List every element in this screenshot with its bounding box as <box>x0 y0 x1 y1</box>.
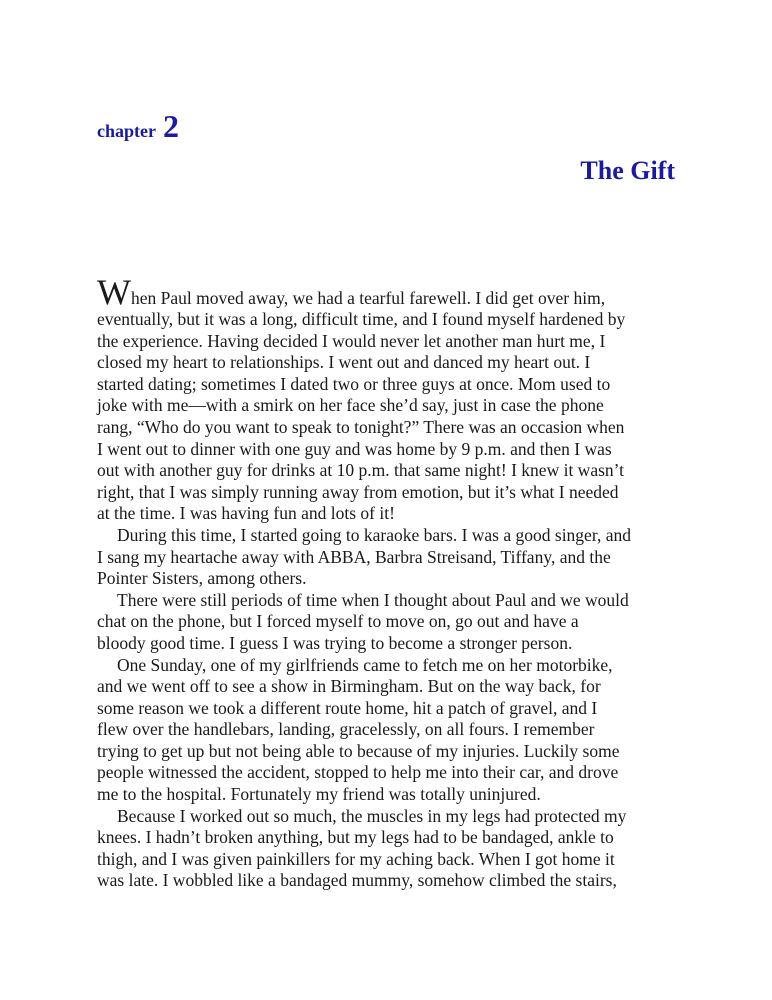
text-line: I sang my heartache away with ABBA, Barbra Streisand, Tiffany, and the <box>97 546 611 567</box>
text-line: There were still periods of time when I thought about Paul and we would <box>117 589 629 610</box>
text-line: some reason we took a different route home, hit a patch of gravel, and I <box>97 697 598 718</box>
text-line: at the time. I was having fun and lots of it! <box>97 503 395 524</box>
text-line: thigh, and I was given painkillers for my aching back. When I got home it <box>97 848 615 869</box>
chapter-number: 2 <box>162 108 179 144</box>
text-line: I went out to dinner with one guy and was home by 9 p.m. and then I was <box>97 438 612 459</box>
text-line: trying to get up but not being able to because of my injuries. Luckily some <box>97 740 620 761</box>
drop-cap: W <box>97 272 131 312</box>
chapter-heading <box>97 108 179 145</box>
text-line: and we went off to see a show in Birmingham. But on the way back, for <box>97 676 601 697</box>
text-line: rang, “Who do you want to speak to tonight?” There was an occasion when <box>97 416 625 437</box>
text-line: the experience. Having decided I would never let another man hurt me, I <box>97 330 606 351</box>
text-line: me to the hospital. Fortunately my friend was totally uninjured. <box>97 784 541 805</box>
body-text <box>97 272 677 892</box>
text-line: closed my heart to relationships. I went out and danced my heart out. I <box>97 352 591 373</box>
text-line: was late. I wobbled like a bandaged mummy, somehow climbed the stairs, <box>97 870 617 891</box>
text-line: chat on the phone, but I forced myself to move on, go out and have a <box>97 611 579 632</box>
text-line: right, that I was simply running away from emotion, but it’s what I needed <box>97 481 619 502</box>
text-line: joke with me—with a smirk on her face she’d say, just in case the phone <box>97 395 604 416</box>
text-line: people witnessed the accident, stopped to help me into their car, and drove <box>97 762 619 783</box>
text-line: started dating; sometimes I dated two or three guys at once. Mom used to <box>97 373 611 394</box>
chapter-label: chapter <box>97 121 156 141</box>
text-line: bloody good time. I guess I was trying to become a stronger person. <box>97 632 573 653</box>
text-line: knees. I hadn’t broken anything, but my legs had to be bandaged, ankle to <box>97 827 614 848</box>
text-line: During this time, I started going to karaoke bars. I was a good singer, and <box>117 524 631 545</box>
text-line: Because I worked out so much, the muscles in my legs had protected my <box>117 805 627 826</box>
text-line: flew over the handlebars, landing, gracelessly, on all fours. I remember <box>97 719 595 740</box>
text-line: eventually, but it was a long, difficult time, and I found myself hardened by <box>97 309 626 329</box>
text-line: out with another guy for drinks at 10 p.m. that same night! I knew it wasn’t <box>97 460 625 481</box>
text-line: Pointer Sisters, among others. <box>97 568 307 589</box>
chapter-title: The Gift <box>580 156 675 185</box>
text-line-content: hen Paul moved away, we had a tearful farewell. I did get over him, <box>130 288 606 308</box>
text-line: One Sunday, one of my girlfriends came to fetch me on her motorbike, <box>117 654 613 675</box>
text-line <box>97 272 677 312</box>
